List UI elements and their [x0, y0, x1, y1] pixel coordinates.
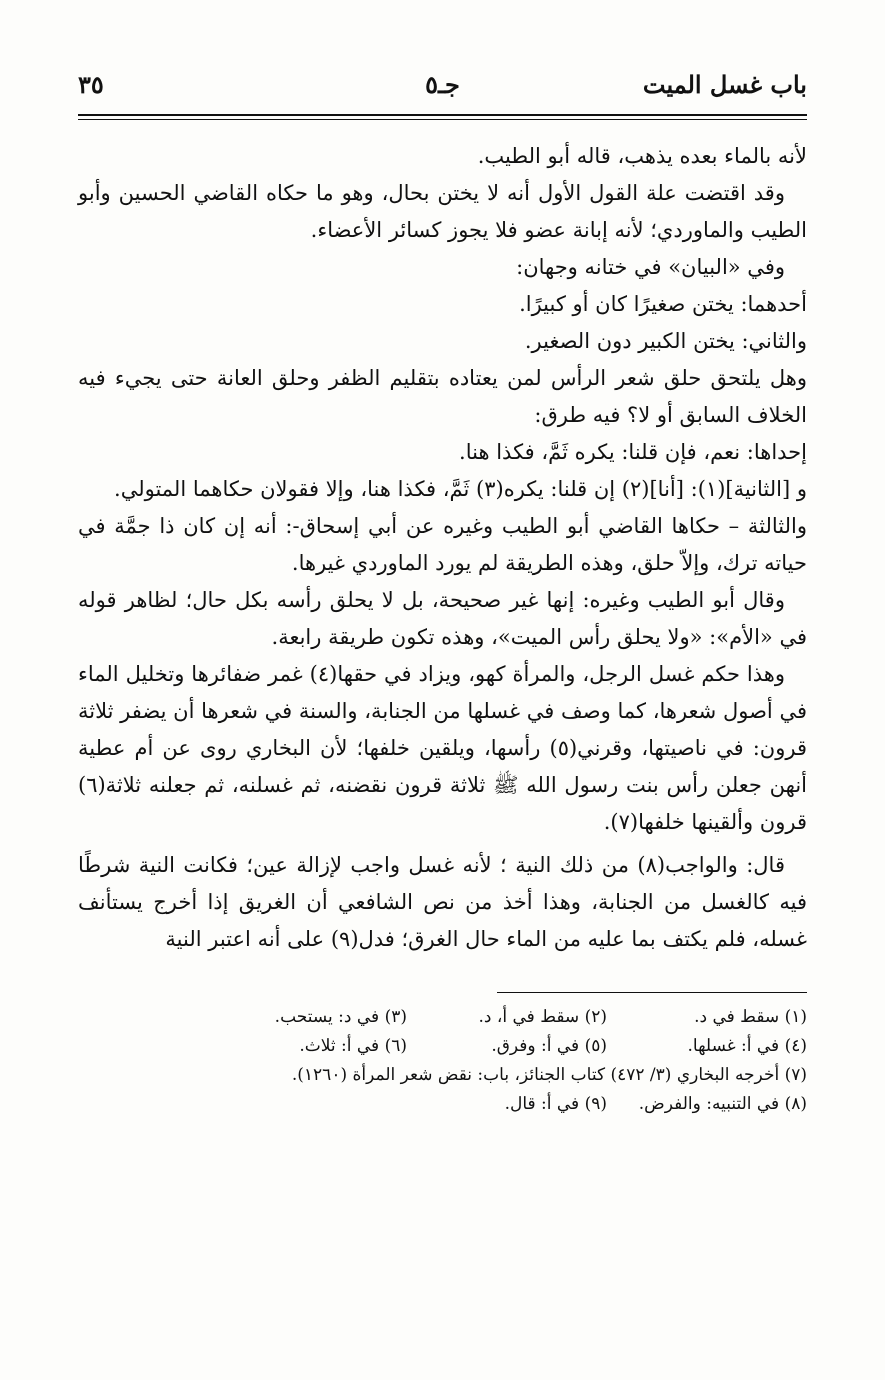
- paragraph: إحداها: نعم، فإن قلنا: يكره ثَمَّ، فكذا هنا.: [459, 440, 807, 464]
- footnote-separator: [497, 992, 807, 993]
- volume-label: جـ٥: [425, 70, 460, 99]
- footnote: (٣) في د: يستحب.: [274, 1007, 407, 1027]
- footnote: (٥) في أ: وفرق.: [491, 1036, 607, 1056]
- footnote: (٨) في التنبيه: والفرض.: [638, 1094, 807, 1114]
- page-number: ٣٥: [78, 70, 104, 99]
- footnote: (١) سقط في د.: [694, 1007, 807, 1027]
- footnote: (٤) في أ: غسلها.: [687, 1036, 807, 1056]
- paragraph: قال: والواجب(٨) من ذلك النية ؛ لأنه غسل واجب لإزالة عين؛ فكانت النية شرطًا فيه كالغسل من الجنابة، وهذا أخذ من نص الشافعي أن الغريق إذا أخرج يستأنف غسله، فلم يكتف بما عليه من الماء حال الغرق؛ فدل(٩) على أنه اعتبر النية: [78, 853, 807, 951]
- footnotes: [78, 1003, 807, 1119]
- footnote: (٢) سقط في أ، د.: [478, 1007, 607, 1027]
- footnote-row: [78, 1003, 807, 1032]
- paragraph: وقال أبو الطيب وغيره: إنها غير صحيحة، بل لا يحلق رأسه بكل حال؛ لظاهر قوله في «الأم»: «ولا يحلق رأس الميت»، وهذه تكون طريقة رابعة.: [78, 588, 807, 649]
- paragraph: و [الثانية](١): [أنا](٢) إن قلنا: يكره(٣) ثَمَّ، فكذا هنا، وإلا فقولان حكاهما المتولي.: [114, 477, 807, 501]
- header-rule: [78, 114, 807, 116]
- footnote: (٧) أخرجه البخاري (٣/ ٤٧٢) كتاب الجنائز، باب: نقض شعر المرأة (١٢٦٠).: [291, 1065, 807, 1085]
- footnote: (٩) في أ: قال.: [504, 1094, 607, 1114]
- header-rule-thin: [78, 119, 807, 120]
- paragraph: وفي «البيان» في ختانه وجهان:: [516, 255, 785, 279]
- paragraph: لأنه بالماء بعده يذهب، قاله أبو الطيب.: [477, 144, 807, 168]
- paragraph: وقد اقتضت علة القول الأول أنه لا يختن بحال، وهو ما حكاه القاضي الحسين وأبو الطيب والماوردي؛ لأنه إبانة عضو فلا يجوز كسائر الأعضاء.: [78, 181, 807, 242]
- paragraph: وهل يلتحق حلق شعر الرأس لمن يعتاده بتقليم الظفر وحلق العانة حتى يجيء فيه الخلاف السابق أو لا؟ فيه طرق:: [78, 366, 807, 427]
- running-header: [78, 70, 807, 106]
- footnote-row: [78, 1061, 807, 1090]
- book-page: [78, 70, 807, 1119]
- paragraph: وهذا حكم غسل الرجل، والمرأة كهو، ويزاد في حقها(٤) غمر ضفائرها وتخليل الماء في أصول شعرها، كما وصف في غسلها من الجنابة، والسنة في شعرها أن يضفر ثلاثة قرون: في ناصيتها، وقرني(٥) رأسها، ويلقين خلفها؛ لأن البخاري روى عن أم عطية أنهن جعلن رأس بنت رسول الله ﷺ ثلاثة قرون نقضنه، ثم غسلنه، ثم جعلنه ثلاثة(٦) قرون وألقينها خلفها(٧).: [78, 662, 807, 834]
- footnote-row: [78, 1032, 807, 1061]
- footnote: (٦) في أ: ثلاث.: [299, 1036, 407, 1056]
- paragraph: أحدهما: يختن صغيرًا كان أو كبيرًا.: [519, 292, 807, 316]
- paragraph: والثالثة – حكاها القاضي أبو الطيب وغيره عن أبي إسحاق-: أنه إن كان ذا جمَّة في حياته ترك، وإلاّ حلق، وهذه الطريقة لم يورد الماوردي غيرها.: [78, 514, 807, 575]
- main-text: [78, 138, 807, 958]
- footnote-row: [78, 1090, 807, 1119]
- paragraph: والثاني: يختن الكبير دون الصغير.: [524, 329, 807, 353]
- chapter-title: باب غسل الميت: [642, 70, 807, 99]
